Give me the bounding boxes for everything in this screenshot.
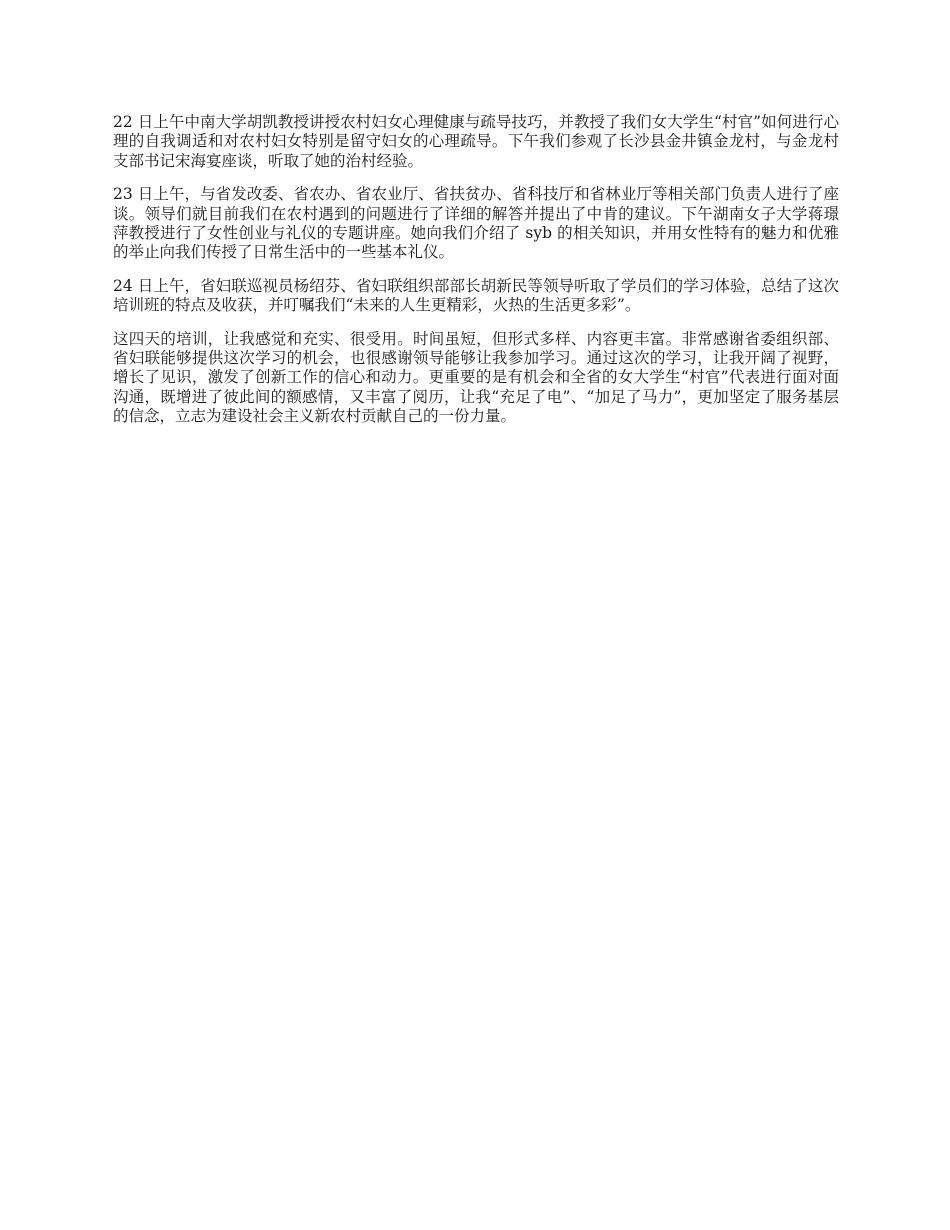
- paragraph-summary: 这四天的培训，让我感觉和充实、很受用。时间虽短，但形式多样、内容更丰富。非常感谢省委组织部、省妇联能够提供这次学习的机会，也很感谢领导能够让我参加学习。通过这次的学习，让我开阔了视野，增长了见识，激发了创新工作的信心和动力。更重要的是有机会和全省的女大学生“村官”代表进行面对面沟通，既增进了彼此间的额感情，又丰富了阅历，让我“充足了电”、“加足了马力”，更加坚定了服务基层的信念，立志为建设社会主义新农村贡献自己的一份力量。: [113, 329, 839, 426]
- paragraph-day-22: 22 日上午中南大学胡凯教授讲授农村妇女心理健康与疏导技巧，并教授了我们女大学生“村官”如何进行心理的自我调适和对农村妇女特别是留守妇女的心理疏导。下午我们参观了长沙县金井镇金龙村，与金龙村支部书记宋海宴座谈，听取了她的治村经验。: [113, 113, 839, 170]
- paragraph-day-23: 23 日上午，与省发改委、省农办、省农业厅、省扶贫办、省科技厅和省林业厅等相关部门负责人进行了座谈。领导们就目前我们在农村遇到的问题进行了详细的解答并提出了中肯的建议。下午湖南女子大学蒋璟萍教授进行了女性创业与礼仪的专题讲座。她向我们介绍了 syb 的相关知识，并用女性特有的魅力和优雅的举止向我们传授了日常生活中的一些基本礼仪。: [113, 185, 839, 262]
- paragraph-day-24: 24 日上午，省妇联巡视员杨绍芬、省妇联组织部部长胡新民等领导听取了学员们的学习体验，总结了这次培训班的特点及收获，并叮嘱我们“未来的人生更精彩，火热的生活更多彩”。: [113, 276, 839, 315]
- document-page: [113, 113, 839, 441]
